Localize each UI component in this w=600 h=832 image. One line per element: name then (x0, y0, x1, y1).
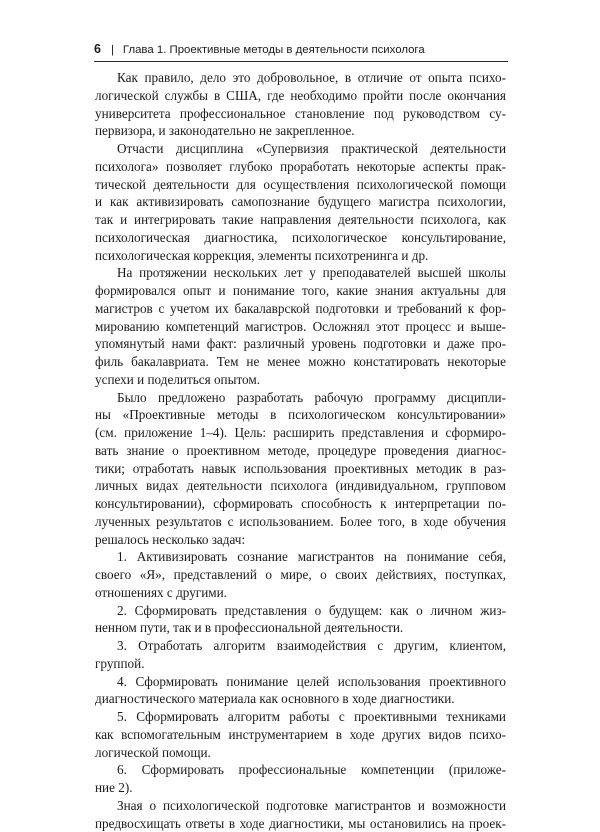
text-line: ны «Проективные методы в психологическом консультировании» (95, 406, 506, 424)
chapter-title: Глава 1. Проективные методы в деятельности психолога (123, 44, 425, 56)
text-line: мированию компетенций магистров. Осложнял этот процесс и выше- (95, 318, 506, 336)
text-line: 5. Сформировать алгоритм работы с проективными техниками (95, 708, 506, 726)
text-line: тической деятельности для осуществления психологической помощи (95, 176, 506, 194)
text-line: вать знание о проективном методе, процедуре проведения диагнос- (95, 442, 506, 460)
text-line: диагностического материала как основного в ходе диагностики. (95, 690, 506, 708)
paragraph (95, 673, 506, 709)
running-header (94, 40, 509, 58)
text-line: и как активизировать самопознание будущего магистра психологии, (95, 193, 506, 211)
paragraph (95, 140, 506, 264)
header-rule (94, 61, 508, 62)
text-line: успехи и поделиться опытом. (95, 371, 506, 389)
text-line: магистров с учетом их бакалаврской подготовки и требований к фор- (95, 300, 506, 318)
text-line: На протяжении нескольких лет у преподавателей высшей школы (95, 264, 506, 282)
text-line: тики; отработать навык использования проективных методик в раз- (95, 460, 506, 478)
page-body-text (95, 69, 506, 832)
text-line: университета профессиональное становление под руководством су- (95, 105, 506, 123)
text-line: формировался опыт и понимание того, какие знания актуальны для (95, 282, 506, 300)
text-line: Как правило, дело это добровольное, в отличие от опыта психо- (95, 69, 506, 87)
paragraph (95, 264, 506, 388)
text-line: 3. Отработать алгоритм взаимодействия с другим, клиентом, (95, 637, 506, 655)
text-line: 2. Сформировать представления о будущем: как о личном жиз- (95, 602, 506, 620)
paragraph (95, 602, 506, 638)
text-line: упомянутый нами факт: различный уровень подготовки и даже про- (95, 335, 506, 353)
text-line: как вспомогательным инструментарием в ходе других видов психо- (95, 726, 506, 744)
text-line: Зная о психологической подготовке магистрантов и возможности (95, 797, 506, 815)
text-line: Отчасти дисциплина «Супервизия практической деятельности (95, 140, 506, 158)
text-line: консультировании), сформировать способность к интерпретации по- (95, 495, 506, 513)
text-line: филь бакалавриата. Тем не менее можно констатировать некоторые (95, 353, 506, 371)
text-line: личных видах деятельности психолога (индивидуальном, групповом (95, 477, 506, 495)
text-line: психологическая диагностика, психологическое консультирование, (95, 229, 506, 247)
paragraph (95, 548, 506, 601)
paragraph (95, 389, 506, 549)
text-line: предвосхищать ответы в ходе диагностики, мы остановились на проек- (95, 815, 506, 832)
page-number: 6 (94, 42, 101, 56)
text-line: ние 2). (95, 779, 506, 797)
text-line: первизора, и законодательно не закрепленное. (95, 122, 506, 140)
text-line: логической помощи. (95, 744, 506, 762)
text-line: решалось несколько задач: (95, 531, 506, 549)
paragraph (95, 708, 506, 761)
text-line: отношениях с другими. (95, 584, 506, 602)
text-line: психолога» позволяет глубоко проработать некоторые аспекты прак- (95, 158, 506, 176)
text-line: 6. Сформировать профессиональные компетенции (приложе- (95, 761, 506, 779)
text-line: психологическая коррекция, элементы психотренинга и др. (95, 247, 506, 265)
text-line: 4. Сформировать понимание целей использования проективного (95, 673, 506, 691)
text-line: так и интегрировать такие направления деятельности психолога, как (95, 211, 506, 229)
text-line: логической службы в США, где необходимо пройти после окончания (95, 87, 506, 105)
paragraph (95, 69, 506, 140)
text-line: 1. Активизировать сознание магистрантов на понимание себя, (95, 548, 506, 566)
header-separator: | (111, 41, 114, 59)
text-line: Было предложено разработать рабочую программу дисципли- (95, 389, 506, 407)
text-line: группой. (95, 655, 506, 673)
text-line: (см. приложение 1–4). Цель: расширить представления и сформиро- (95, 424, 506, 442)
paragraph (95, 797, 506, 832)
paragraph (95, 637, 506, 673)
text-line: своего «Я», представлений о мире, о своих действиях, поступках, (95, 566, 506, 584)
text-line: лученных результатов с использованием. Более того, в ходе обучения (95, 513, 506, 531)
text-line: ненном пути, так и в профессиональной деятельности. (95, 619, 506, 637)
paragraph (95, 761, 506, 797)
